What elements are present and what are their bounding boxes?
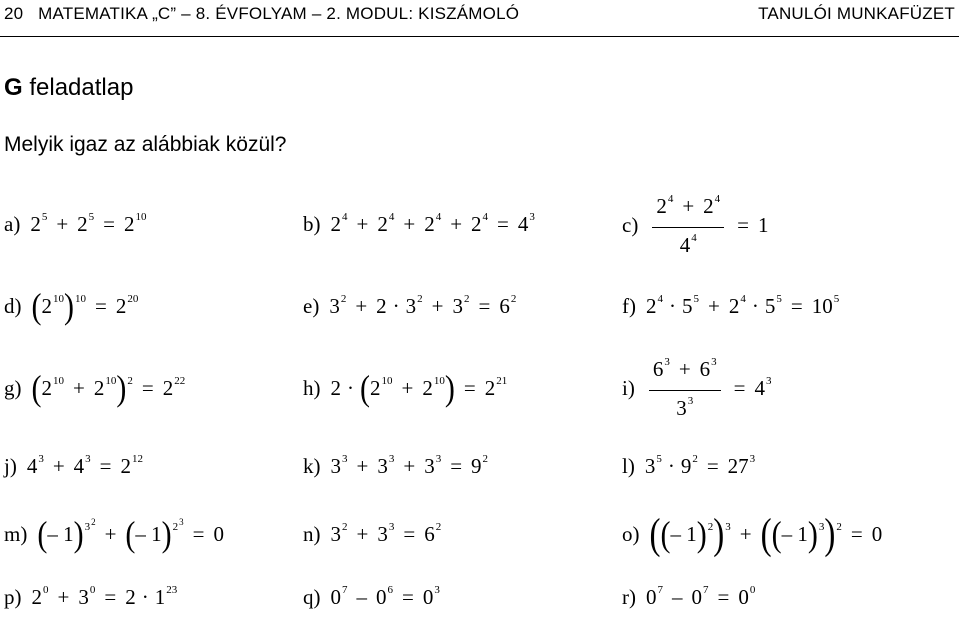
running-header (4, 4, 519, 24)
problem-q: q) $0^7 - 0^6 = 0^3$ (303, 584, 440, 609)
title-letter: G (4, 74, 23, 101)
question-text: Melyik igaz az alábbiak közül? (4, 133, 287, 156)
problem-h: h) $2 \cdot (2^{10} + 2^{10}) = 2^{21}$ (303, 368, 508, 409)
problem-n: n) $3^2 + 3^3 = 6^2$ (303, 521, 442, 546)
page-number: 20 (4, 4, 24, 23)
problem-b: b) $2^4 + 2^4 + 2^4 + 2^4 = 4^3$ (303, 211, 535, 236)
problem-r: r) $0^7 - 0^7 = 0^0$ (622, 584, 756, 609)
problem-j: j) $4^3 + 4^3 = 2^{12}$ (4, 453, 144, 478)
fraction: $\frac{6^3 + 6^3}{3^3}$ (649, 354, 721, 427)
header-divider (0, 36, 959, 37)
problem-p: p) $2^0 + 3^0 = 2 \cdot 1^{23}$ (4, 584, 178, 609)
problem-o: o) ((– 1)$^2$)$^3$ + ((– 1)$^3$)$^2$ = 0 (622, 511, 883, 559)
problem-k: k) $3^3 + 3^3 + 3^3 = 9^2$ (303, 453, 489, 478)
problem-l: l) $3^5 \cdot 9^2 = 27^3$ (622, 453, 756, 478)
problem-c: c) $\frac{2^4 + 2^4}{4^4}$ = 1 (622, 190, 769, 260)
problem-f: f) $2^4 \cdot 5^5 + 2^4 \cdot 5^5 = 10^5$ (622, 293, 840, 318)
problem-g: g) $(2^{10} + 2^{10})^2 = 2^{22}$ (4, 368, 186, 409)
problem-e: e) $3^2 + 2 \cdot 3^2 + 3^2 = 6^2$ (303, 293, 517, 318)
problem-d: d) $(2^{10})^{10} = 2^{20}$ (4, 286, 139, 327)
problem-a: a) $2^5 + 2^5 = 2^{10}$ (4, 211, 147, 236)
header-right-text: TANULÓI MUNKAFÜZET (758, 4, 955, 23)
problem-m: m) (– 1)$^{3^2}$ + (– 1)$^{2^3}$ = 0 (4, 514, 225, 555)
problem-i: i) $\frac{6^3 + 6^3}{3^3}$ = $4^3$ (622, 353, 772, 423)
header-left-text: MATEMATIKA „C” – 8. ÉVFOLYAM – 2. MODUL: KISZÁMOLÓ (38, 4, 520, 23)
title-text: feladatlap (29, 74, 134, 101)
section-title (4, 74, 133, 102)
fraction: $\frac{2^4 + 2^4}{4^4}$ (652, 191, 724, 264)
